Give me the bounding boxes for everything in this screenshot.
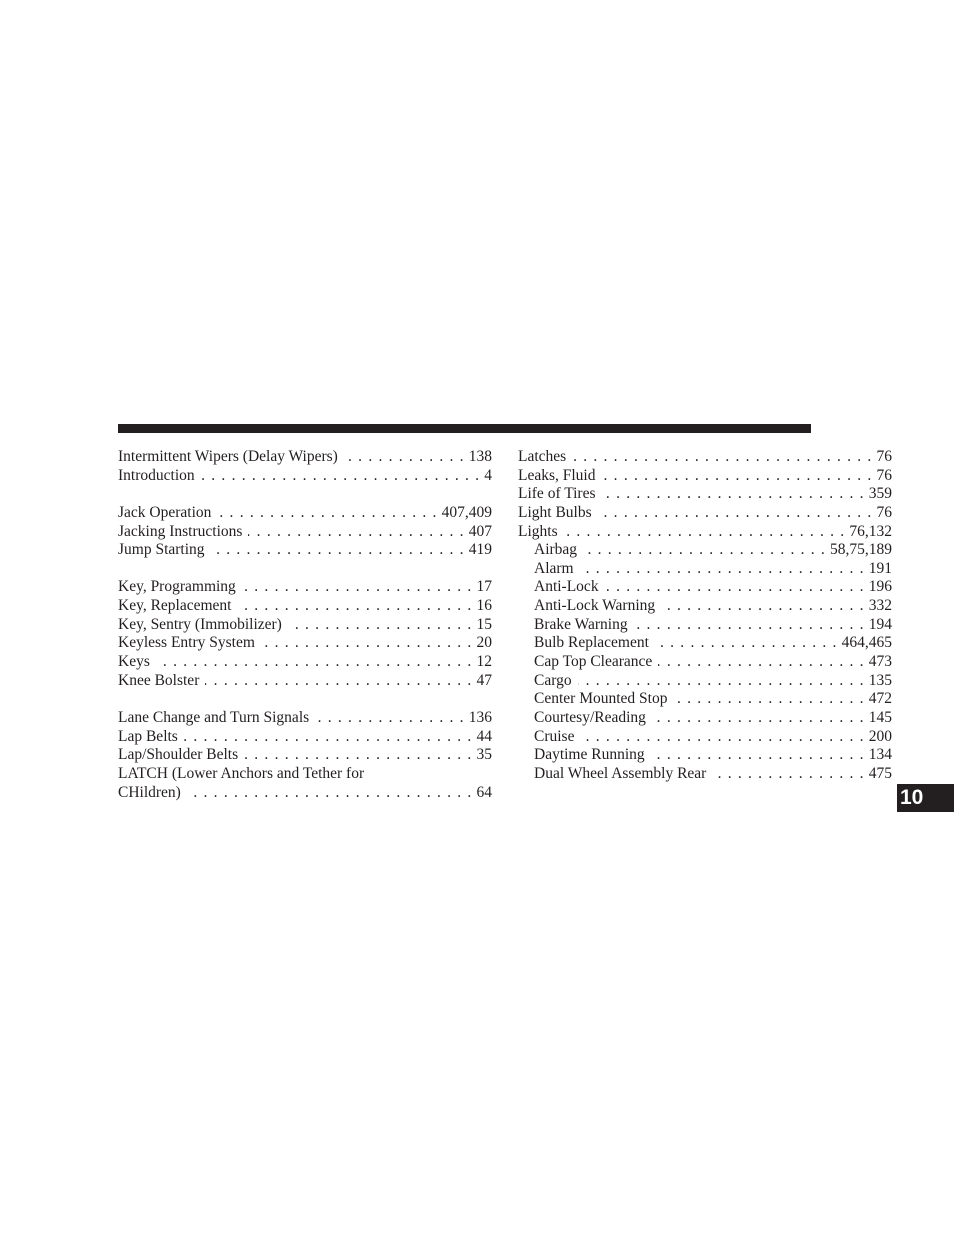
entry-page-number: 76 <box>876 466 892 484</box>
entry-label: LATCH (Lower Anchors and Tether for <box>118 764 365 782</box>
dot-leader <box>201 467 481 486</box>
entry-page-number: 473 <box>868 653 892 671</box>
dot-leader <box>242 578 473 597</box>
entry-label: Cruise <box>534 727 575 745</box>
entry-page-number: 475 <box>868 764 892 782</box>
index-spacer <box>118 485 492 504</box>
index-entry <box>118 634 492 653</box>
index-subentry <box>518 765 892 784</box>
index-subentry <box>518 541 892 560</box>
index-subentry <box>518 634 892 653</box>
dot-leader <box>237 597 472 616</box>
index-subentry <box>518 597 892 616</box>
dot-leader <box>583 541 826 560</box>
entry-label: Daytime Running <box>534 746 645 764</box>
entry-page-number: 136 <box>468 708 492 726</box>
index-spacer <box>118 560 492 579</box>
index-subentry <box>518 728 892 747</box>
index-subentry <box>518 560 892 579</box>
dot-leader <box>605 578 865 597</box>
entry-label: Lane Change and Turn Signals <box>118 708 310 726</box>
index-entry <box>118 504 492 523</box>
entry-label: Key, Replacement <box>118 597 232 615</box>
dot-leader <box>578 672 865 691</box>
dot-leader <box>572 448 872 467</box>
dot-leader <box>598 504 873 523</box>
index-entry <box>118 578 492 597</box>
dot-leader <box>288 616 473 635</box>
entry-page-number: 64 <box>476 783 492 801</box>
entry-label: Airbag <box>534 541 578 559</box>
entry-page-number: 76,132 <box>849 522 892 540</box>
entry-label: Life of Tires <box>518 485 596 503</box>
entry-page-number: 134 <box>868 746 892 764</box>
index-column-left <box>118 448 492 802</box>
dot-leader <box>712 765 864 784</box>
index-entry <box>518 448 892 467</box>
entry-page-number: 194 <box>868 615 892 633</box>
entry-page-number: 200 <box>868 727 892 745</box>
entry-label: Center Mounted Stop <box>534 690 668 708</box>
index-entry <box>118 709 492 728</box>
dot-leader <box>205 672 472 691</box>
dot-leader <box>634 616 865 635</box>
entry-label: Intermittent Wipers (Delay Wipers) <box>118 448 338 465</box>
dot-leader <box>652 709 865 728</box>
entry-label: Key, Sentry (Immobilizer) <box>118 615 282 633</box>
dot-leader <box>651 746 865 765</box>
entry-page-number: 145 <box>868 708 892 726</box>
index-entry <box>518 504 892 523</box>
index-entry <box>118 467 492 486</box>
dot-leader <box>564 523 846 542</box>
index-entry <box>118 616 492 635</box>
dot-leader <box>315 709 465 728</box>
entry-page-number: 20 <box>476 634 492 652</box>
index-subentry <box>518 709 892 728</box>
entry-page-number: 44 <box>476 727 492 745</box>
entry-label: Introduction <box>118 466 195 484</box>
entry-label: Knee Bolster <box>118 671 200 689</box>
entry-page-number: 17 <box>476 578 492 596</box>
header-rule <box>118 424 811 433</box>
entry-label: Lap Belts <box>118 727 178 745</box>
entry-page-number: 47 <box>476 671 492 689</box>
entry-page-number: 332 <box>868 597 892 615</box>
index-entry <box>118 523 492 542</box>
entry-label: Lights <box>518 522 558 540</box>
index-column-right <box>518 448 892 784</box>
entry-label: Anti-Lock Warning <box>534 597 656 615</box>
entry-label: Brake Warning <box>534 615 628 633</box>
entry-label: Keyless Entry System <box>118 634 255 652</box>
index-subentry <box>518 616 892 635</box>
dot-leader <box>211 541 465 560</box>
dot-leader <box>184 728 473 747</box>
entry-label: Cargo <box>534 671 572 689</box>
dot-leader <box>602 485 865 504</box>
entry-page-number: 419 <box>468 541 492 559</box>
entry-page-number: 4 <box>484 466 492 484</box>
dot-leader <box>602 467 873 486</box>
index-entry <box>118 746 492 765</box>
entry-page-number: 407,409 <box>441 503 492 521</box>
dot-leader <box>261 634 473 653</box>
dot-leader <box>655 634 838 653</box>
index-subentry <box>518 653 892 672</box>
entry-label: Cap Top Clearance <box>534 653 653 671</box>
entry-label: CHildren) <box>118 783 181 801</box>
entry-page-number: 138 <box>468 448 492 465</box>
entry-label: Latches <box>518 448 567 465</box>
entry-page-number: 12 <box>476 653 492 671</box>
dot-leader <box>187 784 473 803</box>
entry-label: Jump Starting <box>118 541 205 559</box>
index-spacer <box>118 690 492 709</box>
dot-leader <box>344 448 465 467</box>
index-entry <box>118 784 492 803</box>
dot-leader <box>658 653 864 672</box>
index-entry <box>118 672 492 691</box>
entry-label: Key, Programming <box>118 578 236 596</box>
index-entry <box>118 541 492 560</box>
index-entry <box>518 485 892 504</box>
index-subentry <box>518 746 892 765</box>
chapter-tab[interactable]: 10 <box>897 784 954 812</box>
entry-label: Alarm <box>534 559 574 577</box>
entry-page-number: 407 <box>468 522 492 540</box>
entry-page-number: 76 <box>876 503 892 521</box>
entry-label: Jack Operation <box>118 503 212 521</box>
dot-leader <box>673 690 864 709</box>
entry-page-number: 196 <box>868 578 892 596</box>
dot-leader <box>244 746 472 765</box>
entry-page-number: 191 <box>868 559 892 577</box>
dot-leader <box>580 728 864 747</box>
entry-label: Keys <box>118 653 150 671</box>
index-entry <box>518 523 892 542</box>
dot-leader <box>156 653 473 672</box>
dot-leader <box>580 560 865 579</box>
entry-page-number: 135 <box>868 671 892 689</box>
dot-leader <box>248 523 464 542</box>
entry-page-number: 58,75,189 <box>830 541 892 559</box>
dot-leader <box>661 597 865 616</box>
entry-label: Dual Wheel Assembly Rear <box>534 764 707 782</box>
entry-page-number: 359 <box>868 485 892 503</box>
index-entry <box>118 448 492 467</box>
entry-label: Bulb Replacement <box>534 634 649 652</box>
index-entry <box>118 765 492 784</box>
entry-label: Jacking Instructions <box>118 522 243 540</box>
entry-label: Lap/Shoulder Belts <box>118 746 239 764</box>
dot-leader <box>217 504 437 523</box>
entry-label: Courtesy/Reading <box>534 708 646 726</box>
entry-page-number: 464,465 <box>841 634 892 652</box>
entry-page-number: 35 <box>476 746 492 764</box>
entry-label: Light Bulbs <box>518 503 592 521</box>
entry-page-number: 472 <box>868 690 892 708</box>
index-entry <box>118 653 492 672</box>
index-subentry <box>518 672 892 691</box>
entry-page-number: 16 <box>476 597 492 615</box>
entry-label: Anti-Lock <box>534 578 599 596</box>
entry-label: Leaks, Fluid <box>518 466 596 484</box>
index-entry <box>118 597 492 616</box>
entry-page-number: 76 <box>876 448 892 465</box>
index-subentry <box>518 578 892 597</box>
index-entry <box>118 728 492 747</box>
entry-page-number: 15 <box>476 615 492 633</box>
index-entry <box>518 467 892 486</box>
index-subentry <box>518 690 892 709</box>
